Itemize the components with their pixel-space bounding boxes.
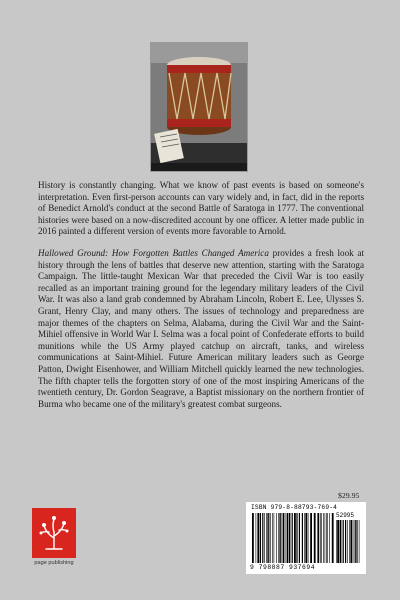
barcode — [246, 502, 366, 574]
paragraph-2-body: provides a fresh look at history through the lens of battles that deserve new attention, starting with the Saratoga Campaign. The little-taught Mexican War that preceded the Civil War is too easily recalled as an important training ground for the legendary military leaders of the Civil War. It was also a land grab condemned by Abraham Lincoln, Robert E. Lee, Ulysses S. Grant, Henry Clay, and many others. The issues of technology and preparedness are major themes of the chapters on Selma, Alabama, during the Civil War and the Saint-Mihiel offensive in World War I. Selma was a focal point of Confederate efforts to build munitions while the US Army played catchup on aircraft, tanks, and wireless communications at Saint-Mihiel. Future American military leaders such as George Patton, Dwight Eisenhower, and William Mitchell quickly learned the new technologies. The fifth chapter tells the forgotten story of one of the most inspiring Americans of the twentieth century, Dr. Gordon Seagrave, a Baptist missionary on the northern frontier of Burma who became one of the military's greatest combat surgeons. — [38, 247, 365, 409]
paragraph-1: History is constantly changing. What we know of past events is based on someone's interpretation. Even first-person accounts can vary widely and, in fact, did in the reports of Benedict Arnold's conduct at the second Battle of Saratoga in 1777. The conventional histories were based on a now-discredited account by one officer. A letter made public in 2016 painted a different version of events more favorable to Arnold. — [38, 180, 364, 237]
publisher-name: page publishing — [34, 560, 74, 566]
drum-illustration — [151, 43, 247, 171]
description-text — [38, 180, 364, 420]
ean-number: 9 798887 937694 — [250, 564, 316, 571]
supplement-barcode — [336, 520, 362, 563]
isbn-label: ISBN 979-8-88793-769-4 — [251, 504, 338, 511]
tree-icon — [32, 508, 76, 558]
publisher-logo — [32, 508, 76, 574]
supplement-code: 52995 — [336, 512, 355, 519]
price: $29.95 — [338, 491, 360, 500]
book-title: Hallowed Ground: How Forgotten Battles Changed America — [38, 247, 269, 258]
ean-barcode — [252, 513, 334, 563]
publisher-logo-mark — [32, 508, 76, 558]
drum-photo — [150, 42, 248, 172]
paragraph-2 — [38, 248, 364, 410]
